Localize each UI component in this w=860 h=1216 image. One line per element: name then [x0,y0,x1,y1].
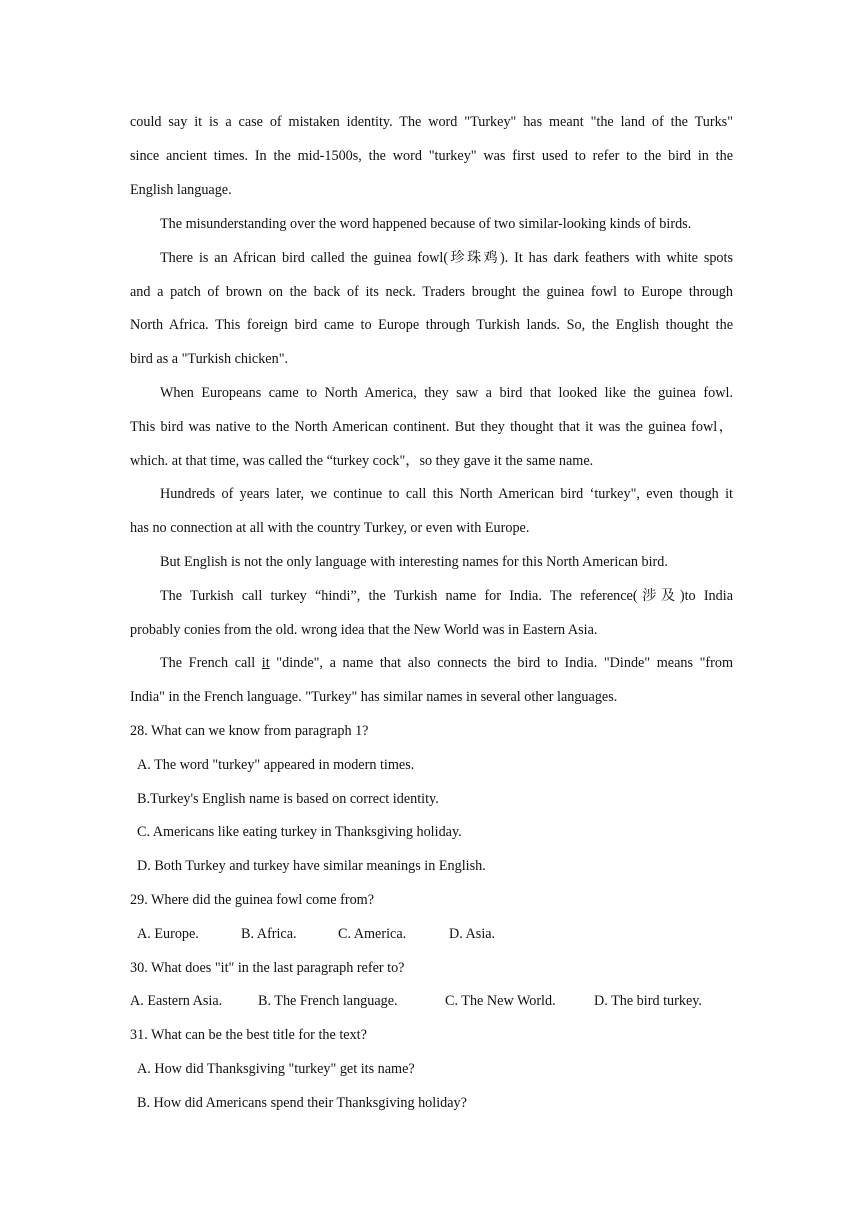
passage-line: India" in the French language. "Turkey" has similar names in several other languages. [130,689,618,705]
passage-line: could say it is a case of mistaken identity. The word "Turkey" has meant "the land of the Turks" [130,114,733,130]
passage-line: The Turkish call turkey “hindi”, the Turkish name for India. The reference(涉及)to India [160,588,733,604]
passage-line: bird as a "Turkish chicken". [130,351,289,367]
question-28-stem: 28. What can we know from paragraph 1? [130,723,369,739]
passage-line: and a patch of brown on the back of its neck. Traders brought the guinea fowl to Europe through [130,284,733,300]
q30-option-c: C. The New World. [445,993,556,1009]
q28-option-c: C. Americans like eating turkey in Thanksgiving holiday. [137,824,462,840]
q29-option-c: C. America. [338,926,407,942]
q28-option-b: B.Turkey's English name is based on correct identity. [137,791,439,807]
passage-line: North Africa. This foreign bird came to Europe through Turkish lands. So, the English thought the [130,317,733,333]
passage-line: When Europeans came to North America, they saw a bird that looked like the guinea fowl. [160,385,733,401]
passage-line: which. at that time, was called the “turkey cock"，so they gave it the same name. [130,453,594,469]
passage-line: There is an African bird called the guinea fowl(珍珠鸡). It has dark feathers with white spots [160,250,733,266]
q29-option-b: B. Africa. [241,926,297,942]
passage-line: This bird was native to the North American continent. But they thought that it was the guinea fowl， [130,419,733,435]
passage-line: Hundreds of years later, we continue to call this North American bird ‘turkey", even though it [160,486,733,502]
q30-option-a: A. Eastern Asia. [130,993,223,1009]
q31-option-a: A. How did Thanksgiving "turkey" get its name? [137,1061,415,1077]
q28-option-d: D. Both Turkey and turkey have similar meanings in English. [137,858,486,874]
q30-option-b: B. The French language. [258,993,398,1009]
passage-line: English language. [130,182,232,198]
passage-line: The misunderstanding over the word happened because of two similar-looking kinds of birds. [160,216,692,232]
q29-options-row [137,925,740,943]
passage-text: "dinde", a name that also connects the bird to India. "Dinde" means "from [269,655,733,671]
underlined-it: it [261,655,270,671]
q30-option-d: D. The bird turkey. [594,993,702,1009]
q31-option-b: B. How did Americans spend their Thanksgiving holiday? [137,1095,467,1111]
passage-line: has no connection at all with the country Turkey, or even with Europe. [130,520,530,536]
passage-line [160,654,733,672]
q30-options-row [130,992,733,1010]
question-29-stem: 29. Where did the guinea fowl come from? [130,892,374,908]
q28-option-a: A. The word "turkey" appeared in modern times. [137,757,415,773]
q29-option-d: D. Asia. [449,926,496,942]
passage-line: since ancient times. In the mid-1500s, the word "turkey" was first used to refer to the bird in the [130,148,733,164]
question-31-stem: 31. What can be the best title for the text? [130,1027,367,1043]
q29-option-a: A. Europe. [137,926,199,942]
passage-line: probably conies from the old. wrong idea that the New World was in Eastern Asia. [130,622,598,638]
question-30-stem: 30. What does "it" in the last paragraph refer to? [130,960,405,976]
passage-text: The French call [160,655,262,671]
passage-line: But English is not the only language with interesting names for this North American bird. [160,554,668,570]
